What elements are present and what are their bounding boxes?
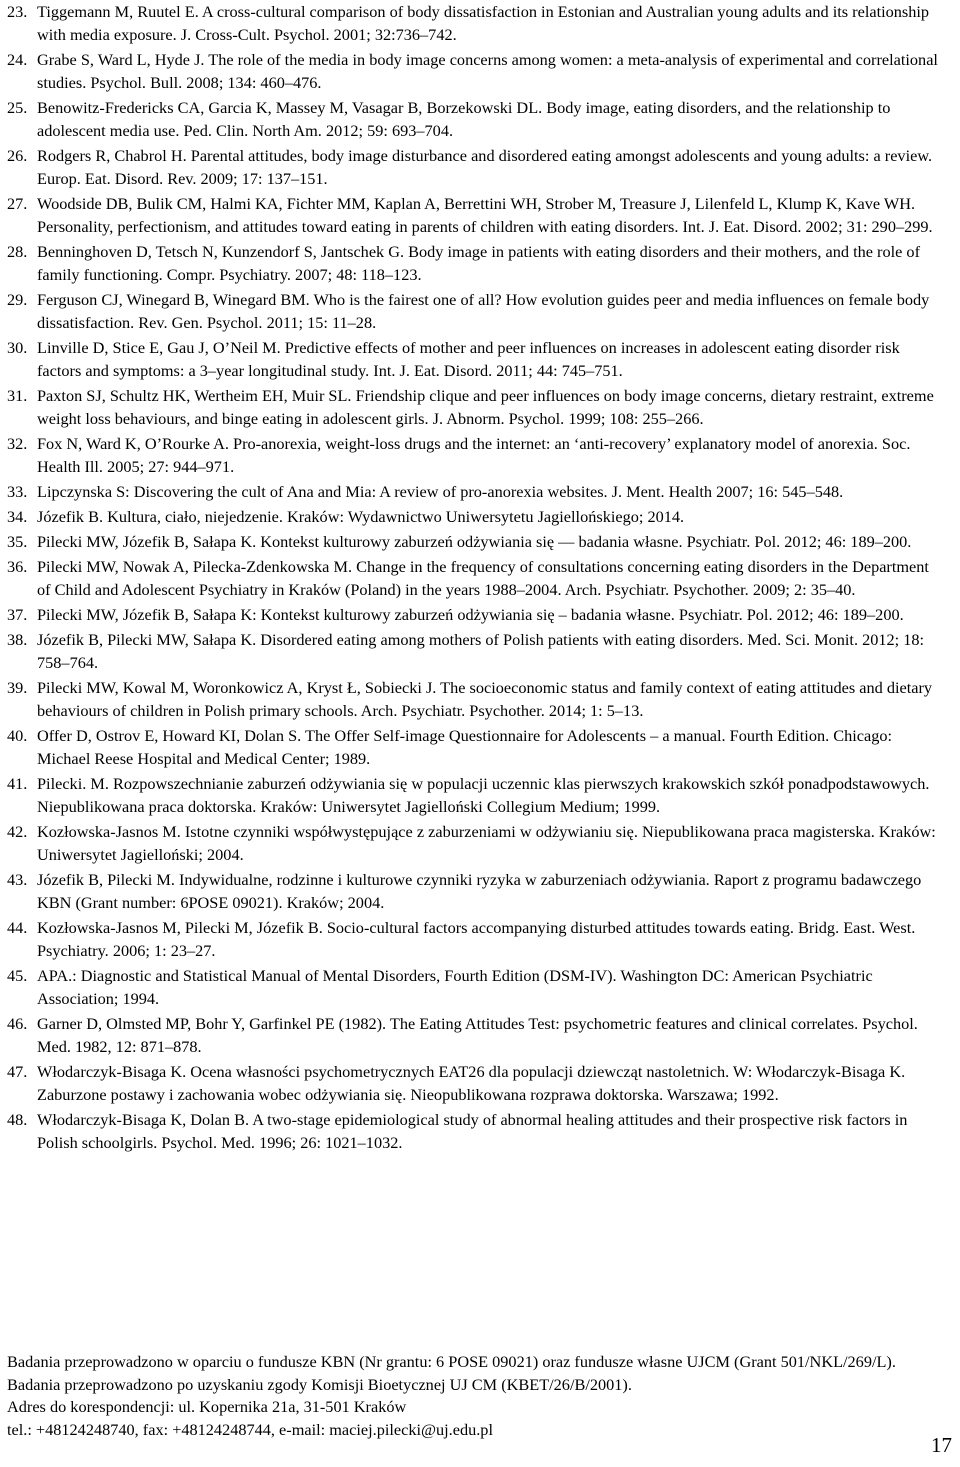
reference-item — [0, 555, 960, 601]
reference-number: 29. — [7, 290, 28, 309]
reference-number: 46. — [7, 1014, 28, 1033]
reference-number: 42. — [7, 822, 28, 841]
reference-text: Garner D, Olmsted MP, Bohr Y, Garfinkel PE (1982). The Eating Attitudes Test: psychometric features and clinical correlates. Psychol. Med. 1982, 12: 871–878. — [37, 1014, 918, 1056]
reference-text: Pilecki MW, Nowak A, Pilecka-Zdenkowska M. Change in the frequency of consultations concerning eating disorders in the Department of Child and Adolescent Psychiatry in Kraków (Poland) in the years 1988–2004. Arch. Psychiatr. Psychother. 2009; 2: 35–40. — [37, 557, 929, 599]
reference-text: Rodgers R, Chabrol H. Parental attitudes, body image disturbance and disordered eating amongst adolescents and young adults: a review. Europ. Eat. Disord. Rev. 2009; 17: 137–151. — [37, 146, 933, 188]
reference-item — [0, 724, 960, 770]
reference-item — [0, 192, 960, 238]
reference-number: 35. — [7, 532, 28, 551]
reference-text: Kozłowska-Jasnos M. Istotne czynniki współwystępujące z zaburzeniami w odżywianiu się. Niepublikowana praca magisterska. Kraków: Uniwersytet Jagielloński; 2004. — [37, 822, 936, 864]
reference-number: 31. — [7, 386, 28, 405]
reference-item — [0, 1060, 960, 1106]
reference-item — [0, 628, 960, 674]
reference-number: 32. — [7, 434, 28, 453]
reference-number: 43. — [7, 870, 28, 889]
reference-text: Włodarczyk-Bisaga K. Ocena własności psychometrycznych EAT26 dla populacji dziewcząt nastoletnich. W: Włodarczyk-Bisaga K. Zaburzone postawy i zachowania wobec odżywiania się. Nieopublikowana rozprawa doktorska. Warszawa; 1992. — [37, 1062, 906, 1104]
reference-number: 47. — [7, 1062, 28, 1081]
reference-item — [0, 240, 960, 286]
contact-details: tel.: +48124248740, fax: +48124248744, e-mail: maciej.pilecki@uj.edu.pl — [7, 1419, 493, 1439]
reference-number: 30. — [7, 338, 28, 357]
reference-number: 44. — [7, 918, 28, 937]
reference-text: Benowitz-Fredericks CA, Garcia K, Massey M, Vasagar B, Borzekowski DL. Body image, eating disorders, and the relationship to adolescent media use. Ped. Clin. North Am. 2012; 59: 693–704. — [37, 98, 891, 140]
reference-item — [0, 772, 960, 818]
reference-text: Ferguson CJ, Winegard B, Winegard BM. Who is the fairest one of all? How evolution guides peer and media influences on female body dissatisfaction. Rev. Gen. Psychol. 2011; 15: 11–28. — [37, 290, 930, 332]
page-number: 17 — [931, 1433, 952, 1457]
reference-text: Pilecki MW, Kowal M, Woronkowicz A, Kryst Ł, Sobiecki J. The socioeconomic status and family context of eating attitudes and dietary behaviours of children in Polish primary schools. Arch. Psychiatr. Psychother. 2014; 1: 5–13. — [37, 678, 933, 720]
reference-number: 27. — [7, 194, 28, 213]
reference-text: Benninghoven D, Tetsch N, Kunzendorf S, Jantschek G. Body image in patients with eating disorders and their mothers, and the role of family functioning. Compr. Psychiatry. 2007; 48: 118–123. — [37, 242, 920, 284]
reference-item — [0, 964, 960, 1010]
reference-number: 26. — [7, 146, 28, 165]
reference-number: 37. — [7, 605, 28, 624]
reference-text: Grabe S, Ward L, Hyde J. The role of the media in body image concerns among women: a meta-analysis of experimental and correlational studies. Psychol. Bull. 2008; 134: 460–476. — [37, 50, 938, 92]
reference-text: Pilecki. M. Rozpowszechnianie zaburzeń odżywiania się w populacji uczennic klas pierwszych krakowskich szkół ponadpodstawowych. Niepublikowana praca doktorska. Kraków: Uniwersytet Jagielloński Collegium Medium; 1999. — [37, 774, 930, 816]
reference-item — [0, 480, 960, 503]
reference-text: Woodside DB, Bulik CM, Halmi KA, Fichter MM, Kaplan A, Berrettini WH, Strober M, Treasure J, Lilenfeld L, Klump K, Kave WH. Personality, perfectionism, and attitudes toward eating in parents of children with eating disorders. Int. J. Eat. Disord. 2002; 31: 290–299. — [37, 194, 933, 236]
reference-item — [0, 336, 960, 382]
reference-item — [0, 384, 960, 430]
reference-item — [0, 144, 960, 190]
reference-text: Włodarczyk-Bisaga K, Dolan B. A two-stage epidemiological study of abnormal healing attitudes and their prospective risk factors in Polish schoolgirls. Psychol. Med. 1996; 26: 1021–1032. — [37, 1110, 908, 1152]
reference-item — [0, 1012, 960, 1058]
reference-text: Lipczynska S: Discovering the cult of Ana and Mia: A review of pro-anorexia websites. J. Ment. Health 2007; 16: 545–548. — [37, 482, 844, 501]
reference-number: 40. — [7, 726, 28, 745]
reference-number: 23. — [7, 2, 28, 21]
reference-item — [0, 48, 960, 94]
reference-item — [0, 505, 960, 528]
reference-number: 48. — [7, 1110, 28, 1129]
reference-number: 33. — [7, 482, 28, 501]
reference-item — [0, 288, 960, 334]
footer-notes — [7, 1351, 947, 1441]
reference-item — [0, 530, 960, 553]
reference-text: Tiggemann M, Ruutel E. A cross-cultural comparison of body dissatisfaction in Estonian and Australian young adults and its relationship with media exposure. J. Cross-Cult. Psychol. 2001; 32:736–742. — [37, 2, 930, 44]
reference-item — [0, 676, 960, 722]
reference-item — [0, 96, 960, 142]
reference-item — [0, 820, 960, 866]
reference-text: Józefik B. Kultura, ciało, niejedzenie. Kraków: Wydawnictwo Uniwersytetu Jagiellońskiego; 2014. — [37, 507, 685, 526]
reference-text: Fox N, Ward K, O’Rourke A. Pro-anorexia, weight-loss drugs and the internet: an ‘anti-recovery’ explanatory model of anorexia. Soc. Health Ill. 2005; 27: 944–971. — [37, 434, 911, 476]
reference-number: 25. — [7, 98, 28, 117]
reference-number: 41. — [7, 774, 28, 793]
reference-text: Linville D, Stice E, Gau J, O’Neil M. Predictive effects of mother and peer influences on increases in adolescent eating disorder risk factors and symptoms: a 3–year longitudinal study. Int. J. Eat. Disord. 2011; 44: 745–751. — [37, 338, 900, 380]
reference-text: Paxton SJ, Schultz HK, Wertheim EH, Muir SL. Friendship clique and peer influences on body image concerns, dietary restraint, extreme weight loss behaviours, and binge eating in adolescent girls. J. Abnorm. Psychol. 1999; 108: 255–266. — [37, 386, 934, 428]
reference-item — [0, 1108, 960, 1154]
reference-number: 36. — [7, 557, 28, 576]
correspondence-address: Adres do korespondencji: ul. Kopernika 21a, 31-501 Kraków — [7, 1397, 407, 1416]
reference-item — [0, 916, 960, 962]
reference-number: 28. — [7, 242, 28, 261]
reference-number: 45. — [7, 966, 28, 985]
reference-number: 24. — [7, 50, 28, 69]
reference-item — [0, 603, 960, 626]
reference-text: Offer D, Ostrov E, Howard KI, Dolan S. The Offer Self-image Questionnaire for Adolescents – a manual. Fourth Edition. Chicago: Michael Reese Hospital and Medical Center; 1989. — [37, 726, 893, 768]
reference-number: 38. — [7, 630, 28, 649]
reference-item — [0, 868, 960, 914]
reference-number: 39. — [7, 678, 28, 697]
reference-text: Pilecki MW, Józefik B, Sałapa K. Kontekst kulturowy zaburzeń odżywiania się — badania własne. Psychiatr. Pol. 2012; 46: 189–200. — [37, 532, 912, 551]
reference-text: Kozłowska-Jasnos M, Pilecki M, Józefik B. Socio-cultural factors accompanying disturbed attitudes towards eating. Bridg. East. West. Psychiatry. 2006; 1: 23–27. — [37, 918, 916, 960]
reference-text: Józefik B, Pilecki M. Indywidualne, rodzinne i kulturowe czynniki ryzyka w zaburzeniach odżywiania. Raport z programu badawczego KBN (Grant number: 6POSE 09021). Kraków; 2004. — [37, 870, 922, 912]
reference-text: Józefik B, Pilecki MW, Sałapa K. Disordered eating among mothers of Polish patients with eating disorders. Med. Sci. Monit. 2012; 18: 758–764. — [37, 630, 925, 672]
reference-text: Pilecki MW, Józefik B, Sałapa K: Kontekst kulturowy zaburzeń odżywiania się – badania własne. Psychiatr. Pol. 2012; 46: 189–200. — [37, 605, 904, 624]
reference-number: 34. — [7, 507, 28, 526]
reference-item — [0, 432, 960, 478]
reference-text: APA.: Diagnostic and Statistical Manual of Mental Disorders, Fourth Edition (DSM-IV). Washington DC: American Psychiatric Association; 1994. — [37, 966, 873, 1008]
reference-item — [0, 0, 960, 46]
funding-note: Badania przeprowadzono w oparciu o fundusze KBN (Nr grantu: 6 POSE 09021) oraz fundusze własne UJCM (Grant 501/NKL/269/L). Badania przeprowadzono po uzyskaniu zgody Komisji Bioetycznej UJ CM (KBET/26/B/2001). — [7, 1352, 896, 1394]
